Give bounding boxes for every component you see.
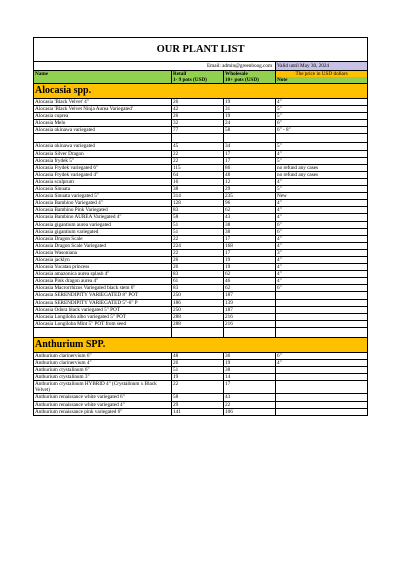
plant-name-cell: Alocasia SERENDIPITY VARIEGATED 5"-6" P [34,299,172,306]
empty-row [34,134,368,143]
plant-name-cell: Alocasia Pink dragon aurea 4" [34,278,172,285]
plant-name-cell: Alocasia Frydek variegated 4" [34,171,172,178]
retail-price-cell: 48 [172,352,224,359]
note-cell: 6" [276,228,368,235]
wholesale-price-cell: 46 [224,278,276,285]
wholesale-price-cell: 17 [224,381,276,394]
table-row [34,242,368,249]
retail-price-cell: 42 [172,106,224,113]
wholesale-price-cell: 86 [224,164,276,171]
retail-price-cell: 22 [172,381,224,394]
wholesale-price-cell: 34 [224,143,276,150]
note-cell: New [276,193,368,200]
wholesale-price-cell: 43 [224,394,276,401]
note-cell: no refund any cases [276,164,368,171]
table-row [34,186,368,193]
retail-price-cell: 186 [172,299,224,306]
note-cell: 5" [276,106,368,113]
retail-price-cell: 26 [172,256,224,263]
table-row [34,193,368,200]
note-cell: 6" [276,352,368,359]
table-row [34,127,368,134]
retail-price-cell: 224 [172,242,224,249]
retail-price-cell: 288 [172,313,224,320]
plant-name-cell: Anthurium crystalinum HYBRID 4" (Crystalinum x Black Velvet) [34,381,172,394]
plant-name-cell [34,134,172,143]
retail-price-cell: 51 [172,221,224,228]
wholesale-price-cell: 19 [224,113,276,120]
note-cell: 4" [276,360,368,367]
table-row [34,299,368,306]
note-cell: 3" [276,249,368,256]
note-cell: 5" [276,143,368,150]
retail-price-cell: 22 [172,235,224,242]
plant-name-cell: Alocasia frydek 5" [34,157,172,164]
plant-name-cell: Anthurium crystalinum 6" [34,367,172,374]
col-header-wholesale [224,71,276,84]
note-cell: 5" [276,113,368,120]
note-cell: 4" [276,271,368,278]
wholesale-price-cell: 58 [224,127,276,134]
wholesale-price-cell: 29 [224,186,276,193]
retail-price-cell: 22 [172,150,224,157]
retail-price-cell: 58 [172,394,224,401]
plant-price-table [33,37,368,416]
note-cell: 4" [276,235,368,242]
wholesale-price-cell: 24 [224,120,276,127]
table-row [34,360,368,367]
plant-name-cell: Anthurium clarinervium 6" [34,352,172,359]
table-row [34,401,368,408]
plant-name-cell: Alocasia Bambino Variegated 4" [34,200,172,207]
note-cell: 6" - 8" [276,127,368,134]
note-cell: 4" [276,99,368,106]
retail-price-cell: 83 [172,285,224,292]
col-header-wholesale-line2: 10+ pots (USD) [225,77,259,83]
wholesale-price-cell: 168 [224,242,276,249]
retail-price-cell: 29 [172,401,224,408]
table-row [34,106,368,113]
note-cell [276,134,368,143]
retail-price-cell: 45 [172,143,224,150]
plant-name-cell: Alocasia Sinuata variegated 5" [34,193,172,200]
plant-name-cell: Anthurium crystalinum 3" [34,374,172,381]
retail-price-cell: 16 [172,178,224,185]
retail-price-cell: 26 [172,360,224,367]
retail-price-cell: 314 [172,193,224,200]
empty-cell [34,327,172,337]
plant-name-cell: Alocasia gigantium aurea variegated [34,221,172,228]
wholesale-price-cell: 38 [224,228,276,235]
wholesale-price-cell: 17 [224,150,276,157]
table-row [34,264,368,271]
plant-list-sheet [33,37,367,416]
plant-name-cell: Alocasia okinawa variegated [34,127,172,134]
col-header-retail-line2: 1- 9 pots (USD) [173,77,207,83]
note-cell: 5" [276,157,368,164]
table-row [34,408,368,415]
table-row [34,306,368,313]
note-cell: no refund any cases [276,171,368,178]
wholesale-price-cell: 43 [224,214,276,221]
note-cell [276,320,368,327]
retail-price-cell: 26 [172,113,224,120]
table-row [34,320,368,327]
wholesale-price-cell: 62 [224,285,276,292]
wholesale-price-cell: 139 [224,299,276,306]
retail-price-cell: 250 [172,292,224,299]
plant-name-cell: Alocasia Dragon Scale [34,235,172,242]
note-cell [276,408,368,415]
retail-price-cell: 83 [172,271,224,278]
table-row [34,120,368,127]
retail-price-cell: 64 [172,171,224,178]
retail-price-cell: 141 [172,408,224,415]
wholesale-price-cell: 187 [224,292,276,299]
table-row [34,214,368,221]
table-row [34,313,368,320]
note-cell [276,313,368,320]
category-row [34,84,368,99]
note-cell: 4" [276,214,368,221]
plant-name-cell: Alocasia 'Black Velvet' 4" [34,99,172,106]
plant-name-cell: Alocasia jacklyn [34,256,172,263]
table-row [34,292,368,299]
table-row [34,207,368,214]
retail-price-cell [172,134,224,143]
plant-name-cell: Alocasia Macrorrhizos Variegated black stem 6" [34,285,172,292]
note-cell: 4" [276,207,368,214]
table-row [34,271,368,278]
col-header-retail-line1: Retail [173,71,187,77]
retail-price-cell: 22 [172,157,224,164]
note-cell: 4" [276,256,368,263]
col-header-note [276,71,368,84]
plant-name-cell: Anthurium clarinervium 4" [34,360,172,367]
note-cell: 5" [276,186,368,193]
note-cell [276,401,368,408]
plant-name-cell: Alocasia Frydek variegated 6" [34,164,172,171]
plant-name-cell: Alocasia Longiloba Mint 5" POT from seed [34,320,172,327]
wholesale-price-cell: 48 [224,171,276,178]
table-row [34,221,368,228]
plant-name-cell: Alocasia Bambino AUREA Variegated 4" [34,214,172,221]
col-header-retail [172,71,224,84]
retail-price-cell: 115 [172,164,224,171]
wholesale-price-cell: 106 [224,408,276,415]
table-row [34,235,368,242]
email-row [34,62,368,71]
empty-cell [276,327,368,337]
wholesale-price-cell: 38 [224,367,276,374]
wholesale-price-cell: 19 [224,264,276,271]
table-row [34,228,368,235]
plant-name-cell: Alocasia Silver Dragon [34,150,172,157]
table-row [34,99,368,106]
wholesale-price-cell: 31 [224,106,276,113]
note-cell: 6" [276,285,368,292]
price-currency-note: The price in USD dollars [276,71,367,77]
table-row [34,374,368,381]
table-row [34,200,368,207]
note-cell: 4" [276,242,368,249]
plant-name-cell: Anthurium renaissance white variegated 4" [34,401,172,408]
table-row [34,178,368,185]
category-heading: Alocasia spp. [34,84,368,99]
note-cell [276,306,368,313]
category-heading: Anthurium SPP. [34,337,368,352]
retail-price-cell: 51 [172,228,224,235]
note-cell [276,394,368,401]
retail-price-cell: 26 [172,99,224,106]
retail-price-cell: 22 [172,249,224,256]
retail-price-cell: 61 [172,278,224,285]
note-cell: 4" [276,278,368,285]
plant-name-cell: Anthurium renaissance pink variegated 6" [34,408,172,415]
wholesale-price-cell: 22 [224,401,276,408]
note-cell [276,381,368,394]
retail-price-cell: 288 [172,320,224,327]
header-row [34,71,368,84]
retail-price-cell: 19 [172,374,224,381]
plant-name-cell: Alocasia SERENDIPITY VARIEGATED 8" POT [34,292,172,299]
table-row [34,278,368,285]
table-row [34,381,368,394]
note-cell: 4" [276,150,368,157]
wholesale-price-cell: 96 [224,200,276,207]
table-row [34,367,368,374]
table-row [34,113,368,120]
page-title: OUR PLANT LIST [34,38,368,62]
plant-name-cell: Alocasia 'Black Velvet Ninja Aurea Variegated' [34,106,172,113]
retail-price-cell: 83 [172,207,224,214]
col-header-name: Name [34,71,172,84]
note-cell: 4" [276,200,368,207]
wholesale-price-cell: 14 [224,374,276,381]
wholesale-price-cell: 19 [224,99,276,106]
retail-price-cell: 32 [172,120,224,127]
table-row [34,150,368,157]
note-cell: 6" [276,221,368,228]
wholesale-price-cell: 216 [224,313,276,320]
plant-name-cell: Alocasia Odora black variegated 5" POT [34,306,172,313]
plant-name-cell: Alocasia Dragon Scale Variegated [34,242,172,249]
contact-email[interactable]: Email: admin@greenboog.com [34,62,276,71]
plant-name-cell: Alocasia cuprea [34,113,172,120]
table-row [34,285,368,292]
plant-name-cell: Alocasia Melo [34,120,172,127]
valid-until-note: Valid until May 30, 2024 [276,62,368,71]
note-cell: 6" [276,120,368,127]
section-spacer-row [34,327,368,337]
wholesale-price-cell: 62 [224,207,276,214]
plant-name-cell: Alocasia gigantium variegated [34,228,172,235]
table-row [34,249,368,256]
note-cell [276,292,368,299]
wholesale-price-cell [224,134,276,143]
wholesale-price-cell: 216 [224,320,276,327]
wholesale-price-cell: 19 [224,360,276,367]
note-cell [276,374,368,381]
retail-price-cell: 58 [172,214,224,221]
wholesale-price-cell: 17 [224,249,276,256]
plant-name-cell: Alocasia Bambino Pink Variegated [34,207,172,214]
table-row [34,171,368,178]
title-row [34,38,368,62]
plant-name-cell: Alocasia amazonica aurea splash 4" [34,271,172,278]
retail-price-cell: 51 [172,367,224,374]
retail-price-cell: 77 [172,127,224,134]
note-cell: 4" [276,264,368,271]
table-row [34,143,368,150]
plant-name-cell: Alocasia Yucatan princess [34,264,172,271]
empty-cell [224,327,276,337]
note-cell [276,367,368,374]
note-cell: 4" [276,178,368,185]
wholesale-price-cell: 12 [224,178,276,185]
plant-name-cell: Anthurium renaissance white variegated 6" [34,394,172,401]
table-row [34,394,368,401]
wholesale-price-cell: 62 [224,271,276,278]
plant-name-cell: Alocasia Wasoniana [34,249,172,256]
wholesale-price-cell: 17 [224,235,276,242]
plant-name-cell: Alocasia sculprum [34,178,172,185]
wholesale-price-cell: 36 [224,352,276,359]
col-header-note-label: Note [277,77,288,83]
retail-price-cell: 26 [172,264,224,271]
table-row [34,157,368,164]
table-row [34,256,368,263]
table-row [34,164,368,171]
plant-name-cell: Alocasia okinawa variegated [34,143,172,150]
category-row [34,337,368,352]
wholesale-price-cell: 187 [224,306,276,313]
empty-cell [172,327,224,337]
retail-price-cell: 128 [172,200,224,207]
retail-price-cell: 38 [172,186,224,193]
wholesale-price-cell: 235 [224,193,276,200]
col-header-wholesale-line1: Wholesale [225,71,248,77]
plant-name-cell: Alocasia Longiloba albo variegated 5" POT [34,313,172,320]
wholesale-price-cell: 17 [224,157,276,164]
wholesale-price-cell: 19 [224,256,276,263]
retail-price-cell: 250 [172,306,224,313]
wholesale-price-cell: 38 [224,221,276,228]
table-row [34,352,368,359]
plant-name-cell: Alocasia Sinuata [34,186,172,193]
note-cell [276,299,368,306]
